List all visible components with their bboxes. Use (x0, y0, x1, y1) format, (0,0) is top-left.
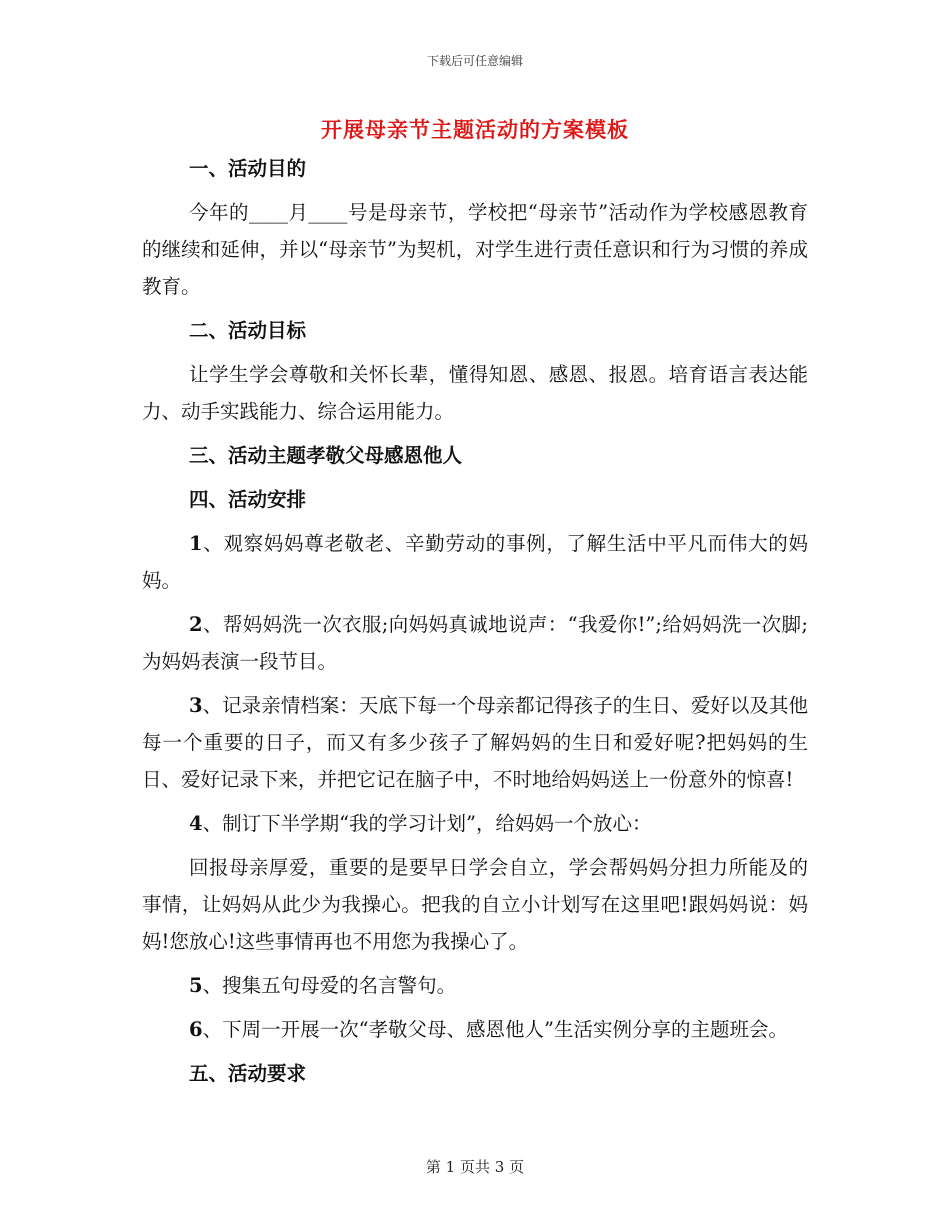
list-number: 3 (189, 694, 203, 717)
page-header: 下载后可任意编辑 (426, 54, 523, 68)
list-item-1 (142, 525, 808, 599)
section-heading-arrangement: 四、活动安排 (189, 488, 307, 511)
list-item-5 (142, 967, 808, 1004)
section-heading-requirements: 五、活动要求 (189, 1062, 307, 1085)
list-text: 、记录亲情档案：天底下每一个母亲都记得孩子的生日、爱好以及其他每一个重要的日子，而又有多少孩子了解妈妈的生日和爱好呢?把妈妈的生日、爱好记录下来，并把它记在脑子中，不时地给妈妈送上一份意外的惊喜! (142, 694, 808, 791)
list-number: 6 (189, 1018, 203, 1041)
list-text: 、观察妈妈尊老敬老、辛勤劳动的事例，了解生活中平凡而伟大的妈妈。 (142, 532, 808, 592)
list-text: 、搜集五句母爱的名言警句。 (202, 974, 457, 997)
list-item-3 (142, 687, 808, 798)
list-number: 4 (189, 812, 203, 835)
list-item-4-detail: 回报母亲厚爱，重要的是要早日学会自立，学会帮妈妈分担力所能及的事情，让妈妈从此少为我操心。把我的自立小计划写在这里吧!跟妈妈说：妈妈!您放心!这些事情再也不用您为我操心了。 (142, 856, 808, 953)
list-number: 5 (189, 974, 203, 997)
list-text: 、制订下半学期“我的学习计划”，给妈妈一个放心： (202, 812, 652, 835)
document-title: 开展母亲节主题活动的方案模板 (321, 117, 629, 142)
list-text: 、下周一开展一次“孝敬父母、感恩他人”生活实例分享的主题班会。 (202, 1018, 789, 1041)
page-footer: 第 1 页共 3 页 (425, 1158, 525, 1176)
section-heading-theme: 三、活动主题孝敬父母感恩他人 (189, 444, 463, 467)
document-body (142, 150, 808, 1092)
list-number: 2 (189, 613, 203, 636)
list-item-6 (142, 1011, 808, 1048)
paragraph-goals: 让学生学会尊敬和关怀长辈，懂得知恩、感恩、报恩。培育语言表达能力、动手实践能力、综合运用能力。 (142, 363, 808, 423)
list-text: 、帮妈妈洗一次衣服;向妈妈真诚地说声：“我爱你!”;给妈妈洗一次脚;为妈妈表演一段节目。 (142, 613, 808, 673)
paragraph-purpose: 今年的____月____号是母亲节，学校把“母亲节”活动作为学校感恩教育的继续和延伸，并以“母亲节”为契机，对学生进行责任意识和行为习惯的养成教育。 (142, 201, 808, 298)
list-item-2 (142, 606, 808, 680)
list-number: 1 (189, 532, 203, 555)
section-heading-goals: 二、活动目标 (189, 319, 307, 342)
list-item-4 (142, 805, 808, 842)
section-heading-purpose: 一、活动目的 (189, 157, 307, 180)
